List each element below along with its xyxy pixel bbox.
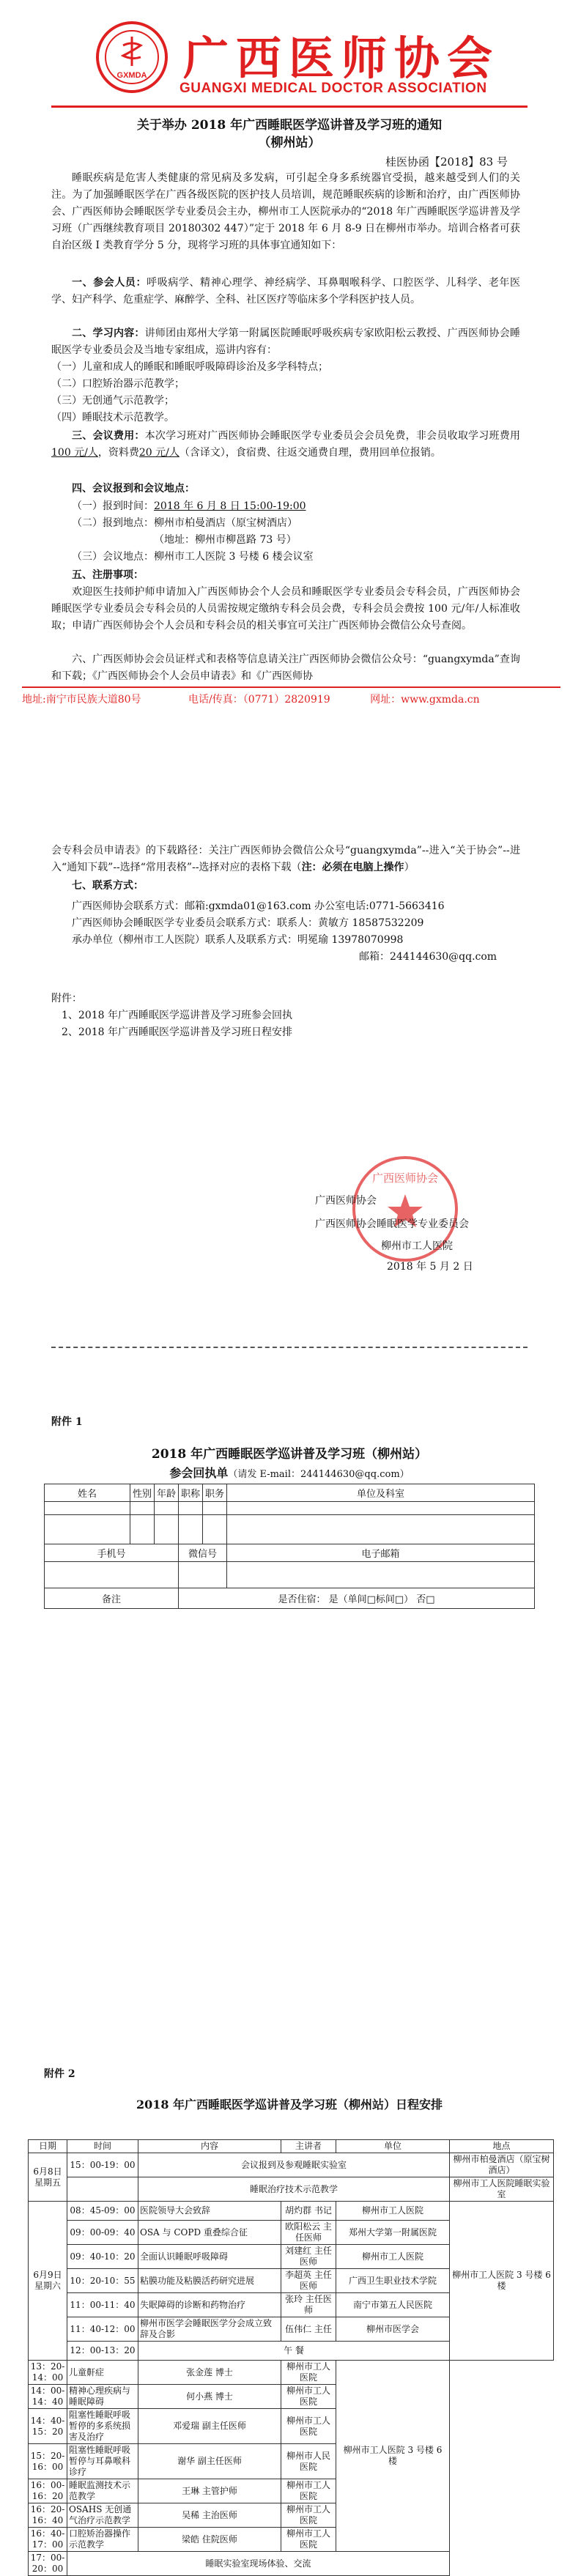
- schedule-morning: [29, 2202, 554, 2361]
- association-logo-icon: [95, 21, 169, 94]
- speaker-cell: 何小燕 博士: [138, 2385, 281, 2409]
- unit-cell: 柳州市工人医院: [281, 2361, 336, 2385]
- time-cell: 12：00-13：20: [67, 2342, 138, 2361]
- speaker-cell: 胡灼群 书记: [281, 2202, 336, 2221]
- list-item: （四）睡眠技术示范教学。: [51, 412, 174, 423]
- speaker-cell: 梁皓 住院医师: [138, 2528, 281, 2552]
- time-cell: 17：00-20：00: [29, 2552, 67, 2576]
- time-cell: 11：40-12：00: [67, 2317, 138, 2342]
- list-item: （三）无创通气示范教学；: [51, 395, 174, 407]
- content-cell: 粘膜功能及粘膜活药研究进展: [138, 2269, 281, 2293]
- table-row: [29, 2444, 554, 2479]
- content-cell: OSA 与 COPD 重叠综合征: [138, 2221, 281, 2245]
- schedule-title: 2018 年广西睡眠医学巡讲普及学习班（柳州站）日程安排: [136, 2098, 443, 2111]
- time-cell: 15：20-16：00: [29, 2444, 67, 2479]
- item-value: 2018 年 6 月 8 日 15:00-19:00: [154, 500, 306, 512]
- position-cell[interactable]: [203, 1515, 227, 1544]
- org-name: 广西医师协会: [183, 32, 500, 85]
- content-list: [51, 359, 520, 426]
- item-value: （地址：柳州市柳邕路 73 号）: [154, 534, 297, 546]
- gender-cell[interactable]: [130, 1515, 155, 1544]
- list-item: [51, 549, 520, 566]
- content-cell: 睡眠实验室现场体验、交流: [67, 2552, 450, 2576]
- unit-cell: 南宁市第五人民医院: [336, 2293, 450, 2317]
- section-title: 五、注册事项：: [72, 569, 144, 581]
- table-row: [29, 2479, 554, 2503]
- section-text: 讲师团由郑州大学第一附属医院睡眠呼吸疾病专家欧阳松云教授、广西医师协会睡眠医学专业委员会及当地专家组成，巡讲内容有：: [51, 327, 521, 356]
- time-cell: 14：40-15：20: [29, 2409, 67, 2444]
- membership-paragraph: 欢迎医生技师护师申请加入广西医师协会个人会员和睡眠医学专业委员会专科会员，广西医师协会睡眠医学专业委员会专科会员的人员需按规定缴纳专科会员会费，专科会员会费按 100 元/年/人标准收取；申请广西医师协会个人会员和专科会员的相关事宜可关注广西医师协会微信公众号查阅。: [51, 586, 520, 632]
- speaker-cell: 吴稀 主治医师: [138, 2503, 281, 2528]
- name-cell[interactable]: [45, 1502, 130, 1515]
- content-cell: 失眠障碍的诊断和药物治疗: [138, 2293, 281, 2317]
- receipt-subtitle-text: 参会回执单: [169, 1466, 229, 1480]
- receipt-subtitle: [51, 1464, 528, 1481]
- signature-org-3: 柳州市工人医院: [381, 1240, 453, 1252]
- content-cell: 全面认识睡眠呼吸障碍: [138, 2245, 281, 2269]
- section-fees: [51, 428, 520, 462]
- section-membership: [51, 567, 520, 584]
- remark-label: 备注: [45, 1588, 179, 1609]
- title-cell[interactable]: [179, 1515, 203, 1544]
- attachment-1-page: [0, 1414, 581, 2110]
- section-title: 三、会议费用：: [72, 430, 145, 442]
- place-cell: 柳州市工人医院 3 号楼 6 楼: [450, 2202, 554, 2361]
- content-cell: OSAHS 无创通气治疗示范教学: [67, 2503, 138, 2528]
- fee-materials: 20 元/人: [138, 447, 180, 459]
- seal-text: 广西医师协会: [371, 1172, 439, 1185]
- col-content-header: 内容: [138, 2140, 281, 2153]
- receipt-email-note: （请发 E-mail：244144630@qq.com）: [228, 1469, 410, 1480]
- fee-text: （含译文），食宿费、往返交通费自理，费用回单位报销。: [179, 447, 441, 459]
- footer: [22, 692, 560, 706]
- table-row: [29, 2528, 554, 2552]
- unit-cell[interactable]: [227, 1515, 535, 1544]
- table-row: [29, 2153, 554, 2177]
- time-cell: 16：20-16：40: [29, 2503, 67, 2528]
- notice-title: 关于举办 2018 年广西睡眠医学巡讲普及学习班的通知: [136, 118, 443, 133]
- contact-line: 邮箱：244144630@qq.com: [359, 951, 497, 963]
- col-gender-header: 性别: [130, 1484, 155, 1502]
- list-item: [51, 515, 520, 532]
- signature-org-1: 广西医师协会: [315, 1195, 377, 1207]
- section-title: 四、会议报到和会议地点：: [72, 483, 195, 495]
- item-label: （三）会议地点：: [72, 551, 154, 563]
- unit-cell: 柳州市医学会: [336, 2317, 450, 2342]
- age-cell[interactable]: [155, 1515, 179, 1544]
- time-cell: 09：40-10：20: [67, 2245, 138, 2269]
- footer-divider: [22, 686, 560, 688]
- list-item: [51, 532, 520, 549]
- col-position-header: 职务: [203, 1484, 227, 1502]
- time-cell: 11：00-11：40: [67, 2293, 138, 2317]
- time-cell: 10：20-10：55: [67, 2269, 138, 2293]
- fee-text: ，资料费: [97, 447, 139, 459]
- list-item: [51, 498, 520, 515]
- content-cell: 阻塞性睡眠呼吸暂停与耳鼻喉科诊疗: [67, 2444, 138, 2479]
- signature-date: 2018 年 5 月 2 日: [387, 1261, 473, 1273]
- unit-cell: 柳州市工人医院: [336, 2202, 450, 2221]
- download-path-text: 会专科会员申请表》的下载路径：关注广西医师协会微信公众号“guangxymda”--进入“关于协会”--进入“通知下载”--选择“常用表格”--选择对应的表格下载（: [51, 845, 520, 873]
- time-cell: 09：00-09：40: [67, 2221, 138, 2245]
- unit-cell: 柳州市工人医院: [281, 2503, 336, 2528]
- attachment-heading: 附件：: [51, 993, 82, 1004]
- section-text: 呼吸病学、精神心理学、神经病学、耳鼻咽喉科学、口腔医学、儿科学、老年医学、妇产科学、危重症学、麻醉学、全科、社区医疗等临床多个学科医护技人员。: [51, 277, 521, 306]
- attachment-item: 2、2018 年广西睡眠医学巡讲普及学习班日程安排: [62, 1026, 292, 1038]
- receipt-title: 2018 年广西睡眠医学巡讲普及学习班（柳州站）: [151, 1447, 428, 1462]
- time-cell: 08：45-09：00: [67, 2202, 138, 2221]
- speaker-cell: 邓爱瑞 副主任医师: [138, 2409, 281, 2444]
- footer-address: 地址:南宁市民族大道80号: [22, 694, 141, 706]
- document-number: 桂医协函【2018】83 号: [385, 155, 508, 169]
- day2-date: 6月9日 星期六: [29, 2202, 67, 2361]
- attachment-label: 附件 2: [44, 2068, 75, 2080]
- col-unit-header: 单位及科室: [227, 1484, 535, 1502]
- speaker-cell: 伍伟仁 主任: [281, 2317, 336, 2342]
- contact-list: [51, 898, 520, 966]
- table-row: [29, 2177, 554, 2202]
- letterhead: [0, 13, 581, 101]
- attachment-list: [51, 991, 520, 1041]
- col-date-header: 日期: [29, 2140, 67, 2153]
- contact-line: 广西医师协会联系方式：邮箱:gxmda01@163.com 办公室电话:0771-5663416: [72, 900, 445, 912]
- list-item: （二）口腔矫治器示范教学；: [51, 378, 185, 390]
- speaker-cell: 谢华 副主任医师: [138, 2444, 281, 2479]
- unit-cell: 广西卫生职业技术学院: [336, 2269, 450, 2293]
- unit-cell: 柳州市工人医院: [281, 2528, 336, 2552]
- list-item: （一）儿童和成人的睡眠和睡眠呼吸障碍诊治及多学科特点；: [51, 361, 328, 373]
- place-cell: 柳州市工人医院睡眠实验室: [450, 2177, 554, 2202]
- table-row: [29, 2361, 554, 2385]
- gender-cell[interactable]: [130, 1502, 155, 1515]
- time-cell: 15：00-19：00: [67, 2153, 138, 2177]
- section-registration: [51, 481, 520, 497]
- receipt-table: [44, 1484, 535, 1609]
- unit-cell: 郑州大学第一附属医院: [336, 2221, 450, 2245]
- time-cell: 13：20-14：00: [29, 2361, 67, 2385]
- speaker-cell: 张金莲 博士: [138, 2361, 281, 2385]
- header-divider: [51, 106, 528, 108]
- speaker-cell: 李超英 主任医师: [281, 2269, 336, 2293]
- schedule-afternoon: [29, 2361, 554, 2576]
- table-row: [29, 2503, 554, 2528]
- contact-line: 承办单位（柳州市工人医院）联系人及联系方式：明冕瑜 13978070998: [72, 934, 404, 946]
- registration-list: [51, 498, 520, 566]
- notice-page-1: [0, 0, 581, 725]
- content-cell: 医院领导大会致辞: [138, 2202, 281, 2221]
- col-unit-header: 单位: [336, 2140, 450, 2153]
- title-cell[interactable]: [179, 1502, 203, 1515]
- section-title: 二、学习内容：: [72, 327, 145, 339]
- time-cell: 16：00-16：20: [29, 2479, 67, 2503]
- section-content: [51, 325, 520, 359]
- attachment-item: 1、2018 年广西睡眠医学巡讲普及学习班参会回执: [62, 1010, 292, 1021]
- org-name-en: GUANGXI MEDICAL DOCTOR ASSOCIATION: [180, 81, 487, 96]
- content-cell: 柳州市医学会睡眠医学分会成立致辞及合影: [138, 2317, 281, 2342]
- fee-course: 100 元/人: [51, 447, 98, 459]
- content-cell: 睡眠监测技术示范教学: [67, 2479, 138, 2503]
- section-title: 七、联系方式：: [72, 880, 144, 892]
- col-place-header: 地点: [450, 2140, 554, 2153]
- speaker-cell: 刘建红 主任医师: [281, 2245, 336, 2269]
- phone-cell[interactable]: [45, 1562, 179, 1588]
- notice-subtitle: （柳州站）: [258, 136, 321, 150]
- download-path-end: ）: [404, 862, 415, 873]
- col-time-header: 时间: [67, 2140, 138, 2153]
- content-cell: 儿童鼾症: [67, 2361, 138, 2385]
- speaker-cell: 王琳 主管护师: [138, 2479, 281, 2503]
- email-header: 电子邮箱: [227, 1544, 535, 1562]
- unit-cell: 柳州市工人医院: [281, 2385, 336, 2409]
- speaker-cell: 欧阳松云 主任医师: [281, 2221, 336, 2245]
- logo-text: GXMDA: [116, 71, 147, 80]
- table-row: [29, 2385, 554, 2409]
- day1-date: 6月8日 星期五: [29, 2153, 67, 2202]
- col-speaker-header: 主讲者: [281, 2140, 336, 2153]
- content-cell: 口腔矫治器操作示范教学: [67, 2528, 138, 2552]
- unit-cell: 柳州市工人医院: [281, 2409, 336, 2444]
- position-cell[interactable]: [203, 1502, 227, 1515]
- unit-cell: 柳州市工人医院: [281, 2479, 336, 2503]
- table-row: [29, 2409, 554, 2444]
- intro-paragraph: 睡眠疾病是危害人类健康的常见病及多发病，可引起全身多系统器官受损，越来越受到人们的关注。为了加强睡眠医学在广西各级医院的医护技人员培训，规范睡眠疾病的诊断和治疗，由广西医师协会、广西医师协会睡眠医学专业委员会主办，柳州市工人医院承办的“2018 年广西睡眠医学巡讲普及学习班（广西继续教育项目 20180302 447）”定于 2018 年 6 月 8-9 日在柳州市举办。培训合格者可获自治区级 I 类教育学分 5 分，现将学习班的具体事宜通知如下：: [51, 172, 520, 251]
- speaker-cell: 张玲 主任医师: [281, 2293, 336, 2317]
- item-value: 柳州市柏曼酒店（原宝树酒店）: [154, 517, 297, 529]
- table-row: [29, 2202, 554, 2221]
- time-cell: 14：00-14：40: [29, 2385, 67, 2409]
- schedule-table: [28, 2139, 554, 2576]
- item-label: （一）报到时间：: [72, 500, 154, 512]
- unit-cell: 柳州市人民医院: [281, 2444, 336, 2479]
- time-cell: [67, 2177, 138, 2202]
- section-contacts: [51, 878, 520, 895]
- attachment-label: 附件 1: [51, 1416, 83, 1428]
- section-title: 一、参会人员：: [72, 277, 147, 289]
- download-paragraph: 六、广西医师协会会员证样式和表格等信息请关注广西医师协会微信公众号：“guangxymda”查询和下载；《广西医师协会个人会员申请表》和《广西医师协: [51, 654, 520, 682]
- wechat-header: 微信号: [179, 1544, 227, 1562]
- place-cell: 柳州市工人医院 3 号楼 6 楼: [336, 2361, 450, 2552]
- section-attendees: [51, 275, 520, 308]
- content-cell: 阻塞性睡眠呼吸暂停的多系统损害及治疗: [67, 2409, 138, 2444]
- unit-cell: 柳州市工人医院: [336, 2245, 450, 2269]
- download-path-paragraph: [51, 843, 520, 876]
- age-cell[interactable]: [155, 1502, 179, 1515]
- table-row: [29, 2552, 554, 2576]
- footer-phone: 电话/传真：（0771）2820919: [188, 694, 330, 706]
- contact-line: 广西医师协会睡眠医学专业委员会联系方式：联系人：黄敏方 18587532209: [72, 917, 424, 929]
- download-note: 注：必须在电脑上操作: [301, 862, 404, 873]
- col-title-header: 职称: [179, 1484, 203, 1502]
- content-cell: 睡眠治疗技术示范教学: [138, 2177, 450, 2202]
- wechat-cell[interactable]: [179, 1562, 227, 1588]
- signature-org-2: 广西医师协会睡眠医学专业委员会: [315, 1218, 469, 1230]
- email-cell[interactable]: [227, 1562, 535, 1588]
- unit-cell[interactable]: [227, 1502, 535, 1515]
- phone-header: 手机号: [45, 1544, 179, 1562]
- footer-website: 网址：www.gxmda.cn: [370, 694, 480, 706]
- page-divider: [51, 1347, 528, 1348]
- notice-page-2: [0, 755, 581, 1414]
- col-name-header: 姓名: [45, 1484, 130, 1502]
- fee-text: 本次学习班对广西医师协会睡眠医学专业委员会会员免费，非会员收取学习班费用: [144, 430, 521, 442]
- col-age-header: 年龄: [155, 1484, 179, 1502]
- lodging-options[interactable]: 是否住宿： 是（单间□标间□） 否□: [179, 1588, 535, 1609]
- content-cell: 精神心理疾病与睡眠障碍: [67, 2385, 138, 2409]
- time-cell: 16：40-17：00: [29, 2528, 67, 2552]
- place-cell: 柳州市柏曼酒店（原宝树酒店）: [450, 2153, 554, 2177]
- item-value: 柳州市工人医院 3 号楼 6 楼会议室: [154, 551, 314, 563]
- content-cell: 会议报到及参观睡眠实验室: [138, 2153, 450, 2177]
- name-cell[interactable]: [45, 1515, 130, 1544]
- item-label: （二）报到地点：: [72, 517, 154, 529]
- content-cell: 午 餐: [138, 2342, 450, 2361]
